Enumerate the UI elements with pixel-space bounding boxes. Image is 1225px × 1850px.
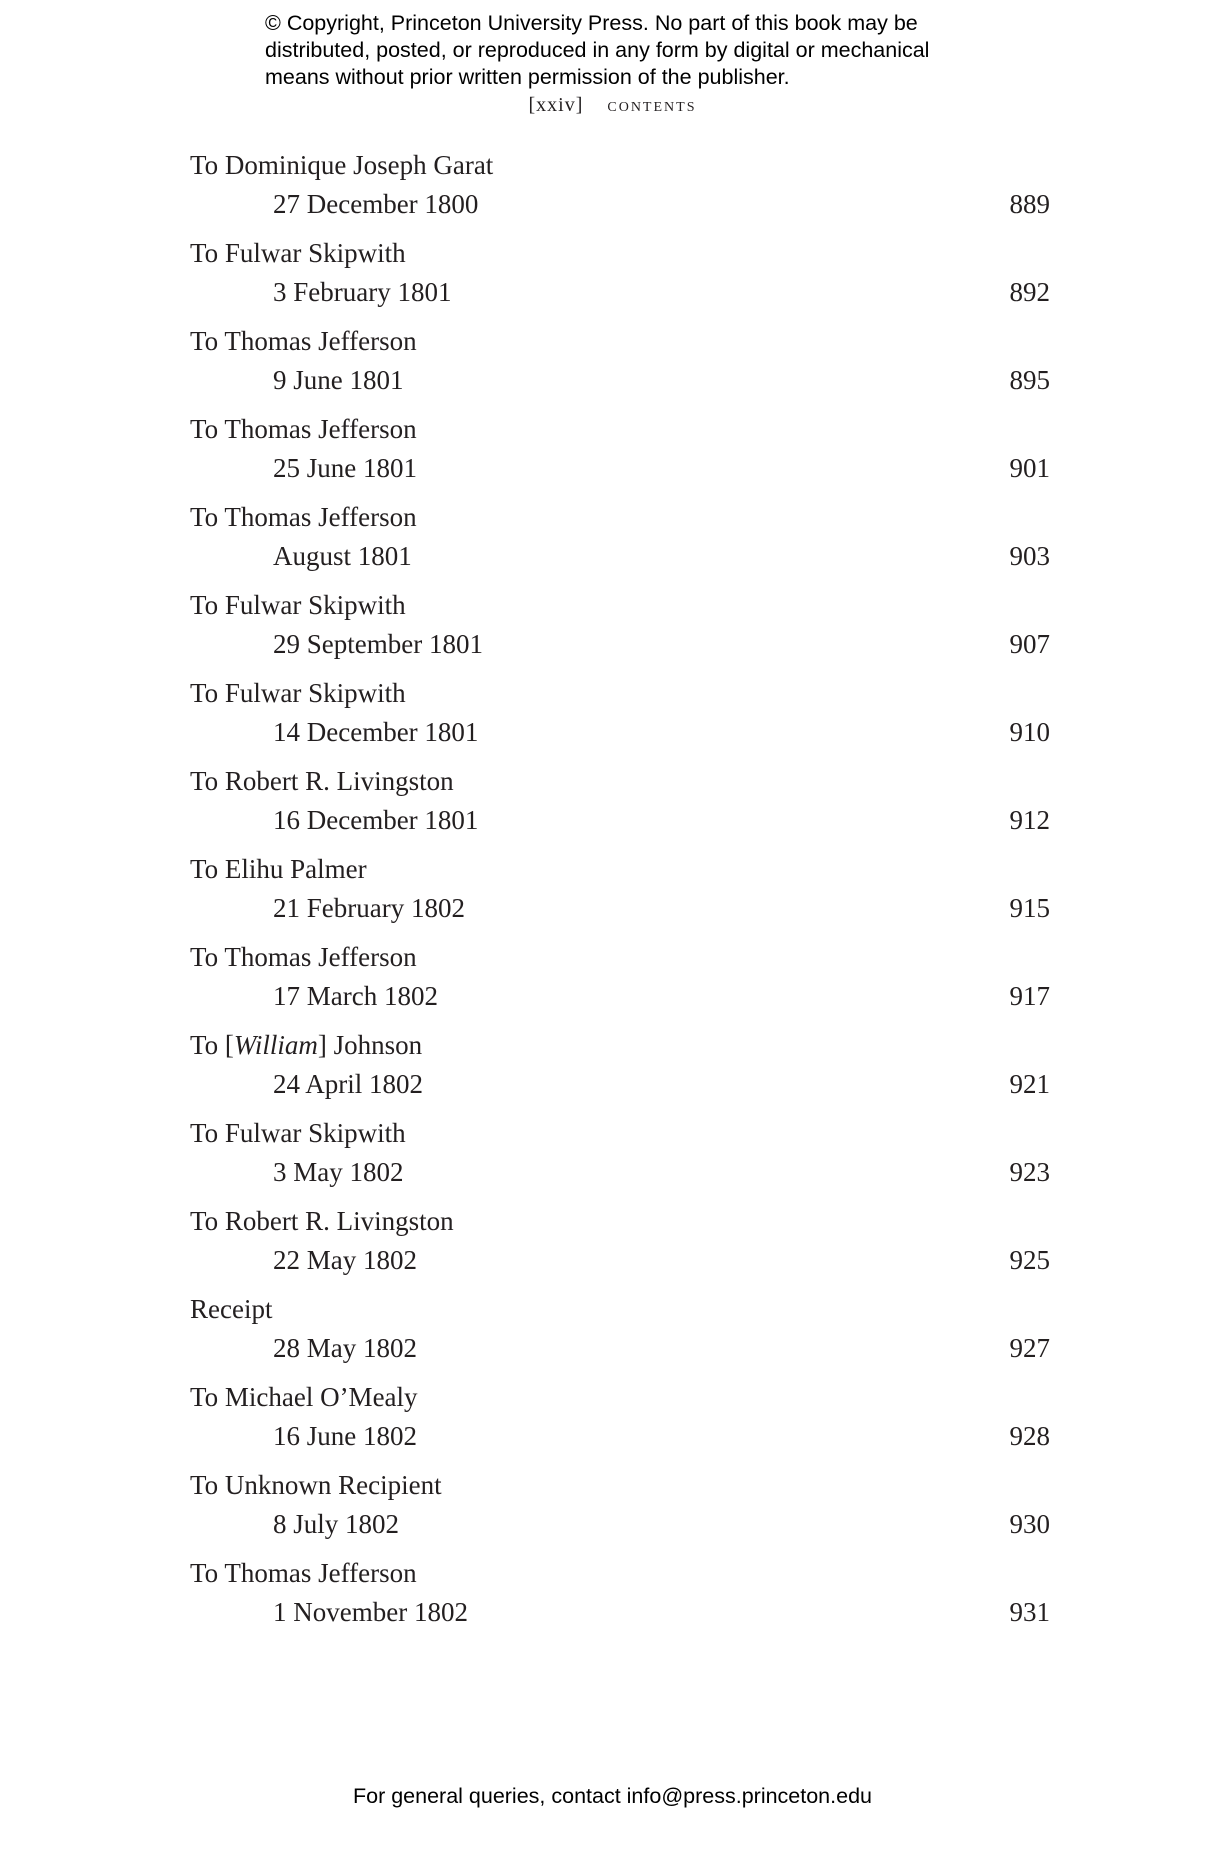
entry-recipient: To Fulwar Skipwith <box>190 238 406 268</box>
entry-date: 29 September 1801 <box>273 629 483 659</box>
entry-date: 21 February 1802 <box>273 893 465 923</box>
entry-recipient: To Thomas Jefferson <box>190 414 417 444</box>
entry-page-number: 907 <box>1009 629 1050 659</box>
entry-page-number: 931 <box>1009 1597 1050 1627</box>
contents-list <box>190 146 1050 1642</box>
entry-date: 22 May 1802 <box>273 1245 417 1275</box>
entry-date: 27 December 1800 <box>273 189 479 219</box>
toc-entry <box>190 234 1050 322</box>
entry-page-number: 892 <box>1009 277 1050 307</box>
entry-recipient: To Robert R. Livingston <box>190 1206 454 1236</box>
entry-date: 24 April 1802 <box>273 1069 424 1099</box>
entry-page-number: 889 <box>1009 189 1050 219</box>
toc-entry <box>190 146 1050 234</box>
entry-date: 25 June 1801 <box>273 453 417 483</box>
toc-entry <box>190 1554 1050 1642</box>
entry-recipient: To Fulwar Skipwith <box>190 678 406 708</box>
entry-recipient: To Thomas Jefferson <box>190 1558 417 1588</box>
entry-recipient: To Thomas Jefferson <box>190 326 417 356</box>
footer-contact: For general queries, contact info@press.princeton.edu <box>352 1784 872 1808</box>
entry-date: 14 December 1801 <box>273 717 479 747</box>
toc-entry <box>190 410 1050 498</box>
toc-entry <box>190 850 1050 938</box>
toc-entry <box>190 1026 1050 1114</box>
entry-recipient <box>190 1026 422 1064</box>
toc-entry <box>190 586 1050 674</box>
page-folio: [xxiv] <box>528 94 584 116</box>
entry-page-number: 927 <box>1009 1333 1050 1363</box>
entry-recipient: To Thomas Jefferson <box>190 502 417 532</box>
toc-entry <box>190 1202 1050 1290</box>
entry-date: 16 December 1801 <box>273 805 479 835</box>
entry-recipient: To Fulwar Skipwith <box>190 1118 406 1148</box>
entry-page-number: 895 <box>1009 365 1050 395</box>
entry-page-number: 910 <box>1009 717 1050 747</box>
entry-recipient: To Fulwar Skipwith <box>190 590 406 620</box>
entry-date: 17 March 1802 <box>273 981 438 1011</box>
toc-entry <box>190 1466 1050 1554</box>
entry-recipient: To Unknown Recipient <box>190 1470 442 1500</box>
copyright-line: distributed, posted, or reproduced in any form by digital or mechanical <box>265 38 930 62</box>
running-head-title: contents <box>607 94 697 116</box>
entry-date: 16 June 1802 <box>273 1421 417 1451</box>
entry-page-number: 912 <box>1009 805 1050 835</box>
entry-date: 3 May 1802 <box>273 1157 404 1187</box>
entry-page-number: 917 <box>1009 981 1050 1011</box>
copyright-line: © Copyright, Princeton University Press. No part of this book may be <box>265 11 918 35</box>
entry-page-number: 923 <box>1009 1157 1050 1187</box>
entry-recipient: To Thomas Jefferson <box>190 942 417 972</box>
entry-date: 9 June 1801 <box>273 365 404 395</box>
entry-date: 28 May 1802 <box>273 1333 417 1363</box>
entry-page-number: 921 <box>1009 1069 1050 1099</box>
entry-recipient: To Michael O’Mealy <box>190 1382 418 1412</box>
copyright-line: means without prior written permission of the publisher. <box>265 65 790 89</box>
entry-recipient: Receipt <box>190 1294 273 1324</box>
entry-date: August 1801 <box>273 541 412 571</box>
entry-page-number: 928 <box>1009 1421 1050 1451</box>
entry-page-number: 903 <box>1009 541 1050 571</box>
entry-recipient: To Dominique Joseph Garat <box>190 150 494 180</box>
toc-entry <box>190 762 1050 850</box>
entry-date: 1 November 1802 <box>273 1597 468 1627</box>
entry-page-number: 930 <box>1009 1509 1050 1539</box>
entry-page-number: 925 <box>1009 1245 1050 1275</box>
toc-entry <box>190 322 1050 410</box>
recipient-italic-name: William <box>233 1030 318 1060</box>
entry-page-number: 901 <box>1009 453 1050 483</box>
toc-entry <box>190 1114 1050 1202</box>
running-head <box>0 94 1225 117</box>
entry-recipient: To Elihu Palmer <box>190 854 367 884</box>
recipient-suffix: ] Johnson <box>317 1030 423 1060</box>
toc-entry <box>190 938 1050 1026</box>
toc-entry <box>190 1290 1050 1378</box>
toc-entry <box>190 498 1050 586</box>
entry-date: 3 February 1801 <box>273 277 452 307</box>
recipient-prefix: To [ <box>190 1030 234 1060</box>
copyright-notice <box>265 10 985 91</box>
entry-page-number: 915 <box>1009 893 1050 923</box>
entry-recipient: To Robert R. Livingston <box>190 766 454 796</box>
entry-date: 8 July 1802 <box>273 1509 400 1539</box>
toc-entry <box>190 674 1050 762</box>
toc-entry <box>190 1378 1050 1466</box>
